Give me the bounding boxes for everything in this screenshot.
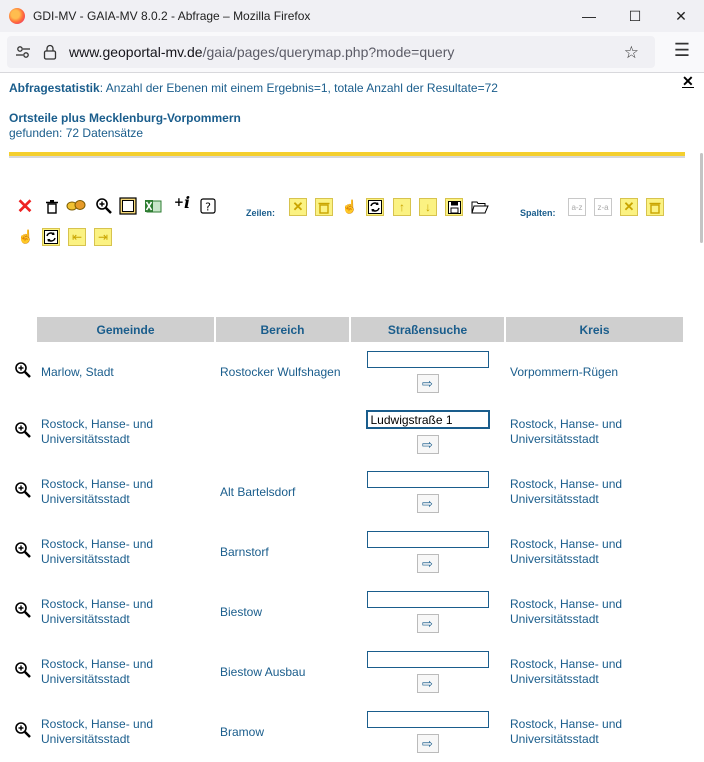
street-search-input[interactable] <box>366 410 490 429</box>
rows-move-down-icon[interactable]: ↓ <box>419 198 437 216</box>
table-row <box>37 702 683 762</box>
gemeinde-cell[interactable]: Rostock, Hanse- und Universitätsstadt <box>41 657 154 686</box>
site-permissions-icon[interactable] <box>15 44 31 60</box>
street-search-go-button[interactable] <box>417 674 439 693</box>
arrow-right-icon: ⇨ <box>422 376 433 391</box>
bereich-cell[interactable]: Rostocker Wulfshagen <box>220 364 341 379</box>
arrow-right-icon: ⇨ <box>422 616 433 631</box>
page-content <box>0 73 697 751</box>
url-text[interactable]: www.geoportal-mv.de/gaia/pages/querymap.php?mode=query <box>69 44 455 60</box>
zoom-to-feature-icon[interactable] <box>14 661 32 679</box>
lock-icon[interactable] <box>43 44 57 60</box>
bereich-cell[interactable]: Biestow <box>220 604 263 619</box>
arrow-right-icon: ⇨ <box>422 437 433 452</box>
zoom-to-selection-icon[interactable] <box>95 197 113 215</box>
rows-open-folder-icon[interactable] <box>471 198 489 216</box>
street-search-go-button[interactable] <box>417 614 439 633</box>
minimize-button[interactable]: — <box>582 8 596 24</box>
page-scrollbar[interactable] <box>697 73 704 741</box>
header-kreis[interactable]: Kreis <box>506 317 683 342</box>
scrollbar-thumb[interactable] <box>700 153 703 243</box>
rows-refresh-icon[interactable] <box>366 198 384 216</box>
arrow-right-icon: ⇨ <box>422 556 433 571</box>
rows-move-up-icon[interactable]: ↑ <box>393 198 411 216</box>
kreis-cell[interactable]: Vorpommern-Rügen <box>510 364 619 379</box>
rows-save-icon[interactable] <box>445 198 463 216</box>
table-row <box>37 462 683 522</box>
gemeinde-cell[interactable]: Rostock, Hanse- und Universitätsstadt <box>41 597 154 626</box>
arrow-right-icon: ⇨ <box>422 676 433 691</box>
layer-title: Ortsteile plus Mecklenburg-Vorpommern <box>9 111 241 125</box>
street-search-input[interactable] <box>367 351 489 368</box>
columns-pointer-icon[interactable]: ☝ <box>17 229 35 244</box>
columns-trash-icon[interactable] <box>646 198 664 216</box>
maximize-button[interactable]: ☐ <box>628 7 642 24</box>
gemeinde-cell[interactable]: Rostock, Hanse- und Universitätsstadt <box>41 537 154 566</box>
rows-label: Zeilen: <box>246 208 276 218</box>
columns-move-left-icon[interactable]: ⇤ <box>68 228 86 246</box>
divider <box>9 152 685 158</box>
strassensuche-cell <box>351 522 504 582</box>
header-strassensuche[interactable]: Straßensuche <box>351 317 504 342</box>
kreis-cell[interactable]: Rostock, Hanse- und Universitätsstadt <box>510 537 623 566</box>
rows-trash-icon[interactable] <box>315 198 333 216</box>
strassensuche-cell <box>351 582 504 642</box>
columns-refresh-icon[interactable] <box>42 228 60 246</box>
svg-text:?: ? <box>205 200 211 214</box>
street-search-go-button[interactable] <box>417 554 439 573</box>
trash-icon[interactable] <box>43 198 61 216</box>
delete-icon[interactable]: ✕ <box>16 195 34 218</box>
arrow-right-icon: ⇨ <box>422 736 433 751</box>
url-bar[interactable] <box>7 36 655 68</box>
bookmark-star-icon[interactable]: ☆ <box>623 43 639 62</box>
results-table <box>35 317 685 762</box>
table-row <box>37 342 683 402</box>
street-search-go-button[interactable] <box>417 374 439 393</box>
rows-pointer-icon[interactable]: ☝ <box>341 199 359 214</box>
table-row <box>37 582 683 642</box>
kreis-cell[interactable]: Rostock, Hanse- und Universitätsstadt <box>510 417 623 446</box>
street-search-input[interactable] <box>367 471 489 488</box>
zoom-to-feature-icon[interactable] <box>14 421 32 439</box>
street-search-go-button[interactable] <box>417 494 439 513</box>
zoom-to-feature-icon[interactable] <box>14 721 32 739</box>
sort-az-icon[interactable]: a-z <box>568 198 586 216</box>
columns-label: Spalten: <box>520 208 556 218</box>
strassensuche-cell <box>351 642 504 702</box>
window-titlebar <box>0 0 704 32</box>
info-icon[interactable]: + i <box>173 192 191 212</box>
zoom-to-feature-icon[interactable] <box>14 601 32 619</box>
bereich-cell[interactable]: Barnstorf <box>220 544 269 559</box>
bereich-cell[interactable] <box>216 402 349 462</box>
street-search-go-button[interactable] <box>417 435 439 454</box>
bereich-cell[interactable]: Biestow Ausbau <box>220 664 306 679</box>
select-all-icon[interactable] <box>67 197 85 215</box>
close-icon[interactable]: ✕ <box>682 73 694 89</box>
bereich-cell[interactable]: Bramow <box>220 724 265 739</box>
found-count: gefunden: 72 Datensätze <box>9 126 144 140</box>
header-bereich[interactable]: Bereich <box>216 317 349 342</box>
window-title: GDI-MV - GAIA-MV 8.0.2 - Abfrage – Mozilla Firefox <box>33 9 311 23</box>
strassensuche-cell <box>351 702 504 762</box>
gemeinde-cell[interactable]: Rostock, Hanse- und Universitätsstadt <box>41 417 154 446</box>
street-search-input[interactable] <box>367 531 489 548</box>
gemeinde-cell[interactable]: Marlow, Stadt <box>41 364 114 379</box>
bereich-cell[interactable]: Alt Bartelsdorf <box>220 484 296 499</box>
gemeinde-cell[interactable]: Rostock, Hanse- und Universitätsstadt <box>41 717 154 746</box>
rows-delete-icon[interactable]: ✕ <box>289 198 307 216</box>
table-row <box>37 402 683 462</box>
sort-za-icon[interactable]: z-a <box>594 198 612 216</box>
zoom-to-feature-icon[interactable] <box>14 481 32 499</box>
kreis-cell[interactable]: Rostock, Hanse- und Universitätsstadt <box>510 657 623 686</box>
zoom-to-feature-icon[interactable] <box>14 361 32 379</box>
street-search-go-button[interactable] <box>417 734 439 753</box>
kreis-cell[interactable]: Rostock, Hanse- und Universitätsstadt <box>510 717 623 746</box>
street-search-input[interactable] <box>367 651 489 668</box>
navigation-bar <box>0 32 704 73</box>
kreis-cell[interactable]: Rostock, Hanse- und Universitätsstadt <box>510 597 623 626</box>
firefox-logo-icon <box>9 8 25 24</box>
help-icon[interactable] <box>199 197 217 215</box>
query-statistics: Abfragestatistik: Anzahl der Ebenen mit einem Ergebnis=1, totale Anzahl der Resultate=72 <box>9 81 498 95</box>
arrow-right-icon: ⇨ <box>422 496 433 511</box>
columns-move-right-icon[interactable]: ⇥ <box>94 228 112 246</box>
table-row <box>37 522 683 582</box>
header-gemeinde[interactable]: Gemeinde <box>37 317 214 342</box>
strassensuche-cell <box>351 462 504 522</box>
hamburger-menu-icon[interactable]: ☰ <box>673 40 690 60</box>
excel-export-icon[interactable] <box>144 197 162 215</box>
gemeinde-cell[interactable]: Rostock, Hanse- und Universitätsstadt <box>41 477 154 506</box>
frame-icon[interactable] <box>119 197 137 215</box>
strassensuche-cell <box>351 402 504 462</box>
street-search-input[interactable] <box>367 591 489 608</box>
columns-delete-icon[interactable]: ✕ <box>620 198 638 216</box>
street-search-input[interactable] <box>367 711 489 728</box>
strassensuche-cell <box>351 342 504 402</box>
close-window-button[interactable]: ✕ <box>675 7 687 24</box>
table-row <box>37 642 683 702</box>
zoom-to-feature-icon[interactable] <box>14 541 32 559</box>
kreis-cell[interactable]: Rostock, Hanse- und Universitätsstadt <box>510 477 623 506</box>
